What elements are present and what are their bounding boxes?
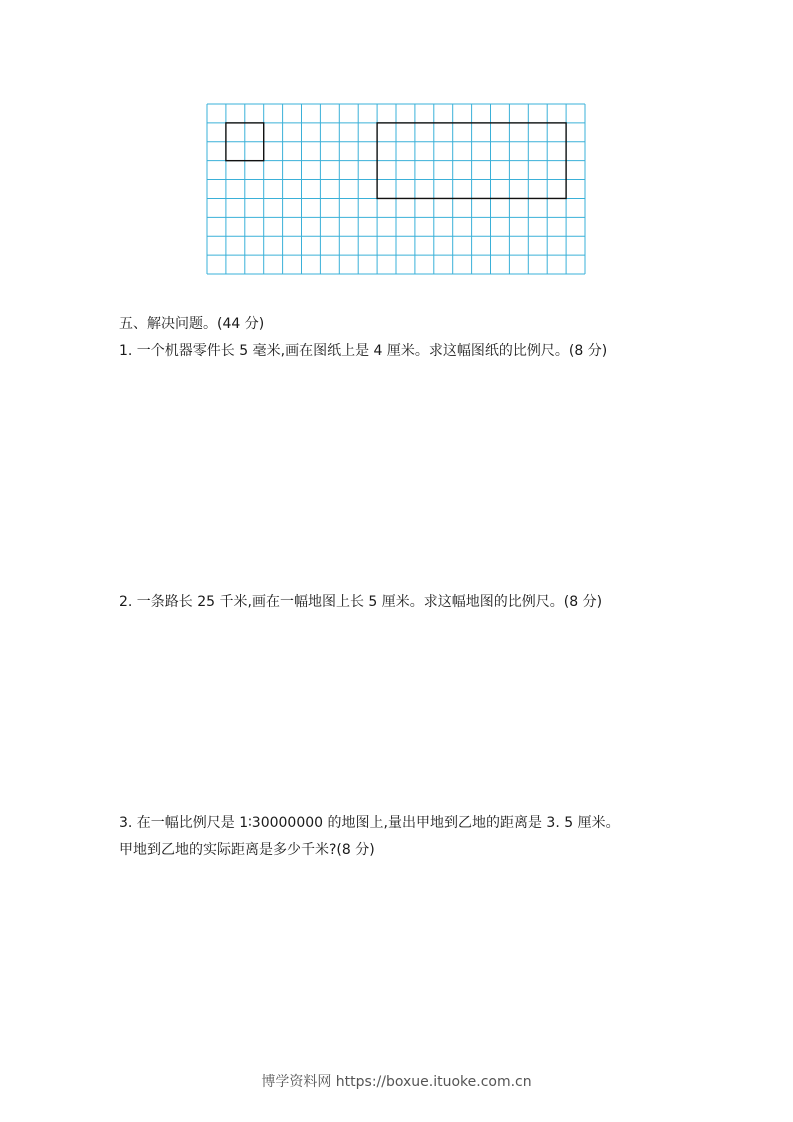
question-2: 2. 一条路长 25 千米,画在一幅地图上长 5 厘米。求这幅地图的比例尺。(8 分)	[119, 594, 603, 610]
section-heading: 五、解决问题。(44 分)	[119, 316, 265, 332]
square-grid	[206, 103, 586, 275]
question-3-line-2: 甲地到乙地的实际距离是多少千米?(8 分)	[119, 842, 375, 858]
question-1: 1. 一个机器零件长 5 毫米,画在图纸上是 4 厘米。求这幅图纸的比例尺。(8 分)	[119, 343, 608, 359]
question-3-line-1: 3. 在一幅比例尺是 1∶30000000 的地图上,量出甲地到乙地的距离是 3. 5 厘米。	[119, 815, 620, 831]
footer-watermark: 博学资料网 https://boxue.ituoke.com.cn	[261, 1074, 532, 1090]
grid-figure	[206, 103, 586, 275]
